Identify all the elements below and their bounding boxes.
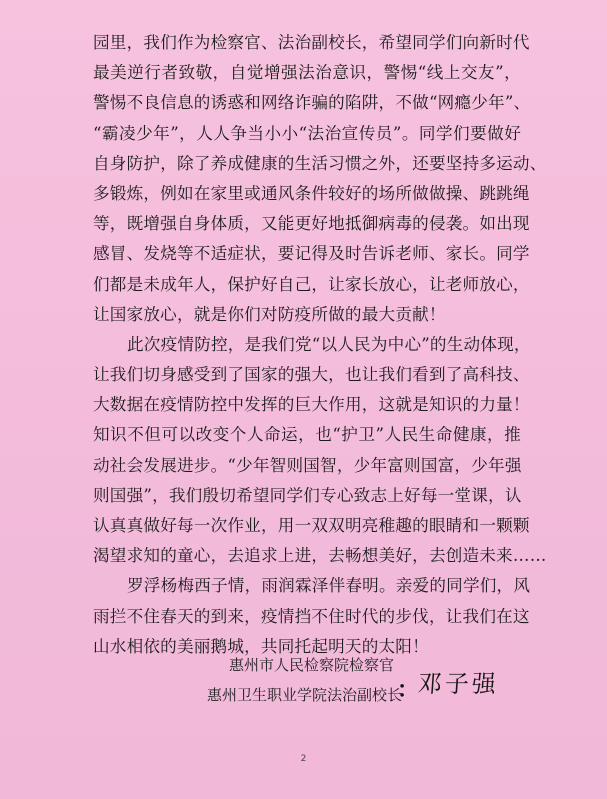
signer-name: 邓子强 [416, 670, 500, 698]
paragraph-first-line: 罗 浮 杨 梅 西 子 情 ， 雨 润 霖 泽 伴 春 明 。 亲 爱 的 同 学 们 ， 风 [127, 576, 531, 596]
body-line: 则 国 强 ” ， 我 们 殷 切 希 望 同 学 们 专 心 致 志 上 好 每 一 堂 课 ， 认 [93, 485, 522, 505]
body-line: 认 真 真 做 好 每 一 次 作 业 ， 用 一 双 双 明 亮 稚 趣 的 眼 睛 和 一 颗 颗 [93, 516, 530, 535]
signer-title-1: 惠州市人民检察院检察官 [229, 656, 395, 674]
body-line: 等 ， 既 增 强 自 身 体 质 ， 又 能 更 好 地 抵 御 病 毒 的 侵 袭 。 如 出 现 [93, 214, 530, 234]
body-line: 知 识 不 但 可 以 改 变 个 人 命 运 ， 也 “ 护 卫 ” 人 民 生 命 健 康 ， 推 [93, 425, 521, 445]
body-line: 山水相依的美丽鹅城，共同托起明天的太阳！ [93, 636, 429, 656]
signer-title-2: 惠州卫生职业学院法治副校长 [207, 686, 403, 704]
body-line: 感 冒 、 发 烧 等 不 适 症 状 ， 要 记 得 及 时 告 诉 老 师 、 家 长 。 同 学 [93, 244, 530, 264]
body-line: 雨 拦 不 住 春 天 的 到 来 ， 疫 情 挡 不 住 时 代 的 步 伐 ， 让 我 们 在 这 [93, 606, 530, 626]
body-line: 们 都 是 未 成 年 人 ， 保 护 好 自 己 ， 让 家 长 放 心 ， 让 老 师 放 心 ， [93, 274, 530, 294]
body-line: 多 锻 炼 ， 例 如 在 家 里 或 通 风 条 件 较 好 的 场 所 做 做 操 、 跳 跳 绳 [93, 183, 530, 203]
letter-body [93, 28, 547, 662]
body-line: “ 霸 凌 少 年 ” ， 人 人 争 当 小 小 “ 法 治 宣 传 员 ” 。 同 学 们 要 做 好 [93, 123, 521, 143]
body-line: 让国家放心，就是你们对防疫所做的最大贡献！ [93, 304, 446, 324]
signature-colon: ： [397, 677, 420, 703]
paragraph-first-line: 此 次 疫 情 防 控 ， 是 我 们 党 “ 以 人 民 为 中 心 ” 的 生 动 体 现 ， [127, 334, 531, 354]
body-line: 园 里 ， 我 们 作 为 检 察 官 、 法 治 副 校 长 ， 希 望 同 学 们 向 新 时 代 [93, 33, 530, 52]
body-line: 警 惕 不 良 信 息 的 诱 惑 和 网 络 诈 骗 的 陷 阱 ， 不 做 “ 网 瘾 少 年 ” 、 [93, 93, 531, 113]
page-number: 2 [300, 754, 307, 764]
body-line: 让 我 们 切 身 感 受 到 了 国 家 的 强 大 ， 也 让 我 们 看 到 了 高 科 技 、 [93, 365, 530, 385]
body-line: 大 数 据 在 疫 情 防 控 中 发 挥 的 巨 大 作 用 ， 这 就 是 知 识 的 力 量 ！ [93, 395, 530, 415]
body-line: 最 美 逆 行 者 致 敬 ， 自 觉 增 强 法 治 意 识 ， 警 惕 “ 线 上 交 友 ” ， [93, 63, 521, 83]
body-line: 动 社 会 发 展 进 步 。 “ 少 年 智 则 国 智 ， 少 年 富 则 国 富 ， 少 年 强 [93, 455, 522, 475]
body-line: 自 身 防 护 ， 除 了 养 成 健 康 的 生 活 习 惯 之 外 ， 还 要 坚 持 多 运 动 、 [93, 153, 547, 173]
signature-block [207, 650, 507, 710]
body-line: 渴 望 求 知 的 童 心 ， 去 追 求 上 进 ， 去 畅 想 美 好 ， 去 创 造 未 来 … … [93, 546, 547, 566]
